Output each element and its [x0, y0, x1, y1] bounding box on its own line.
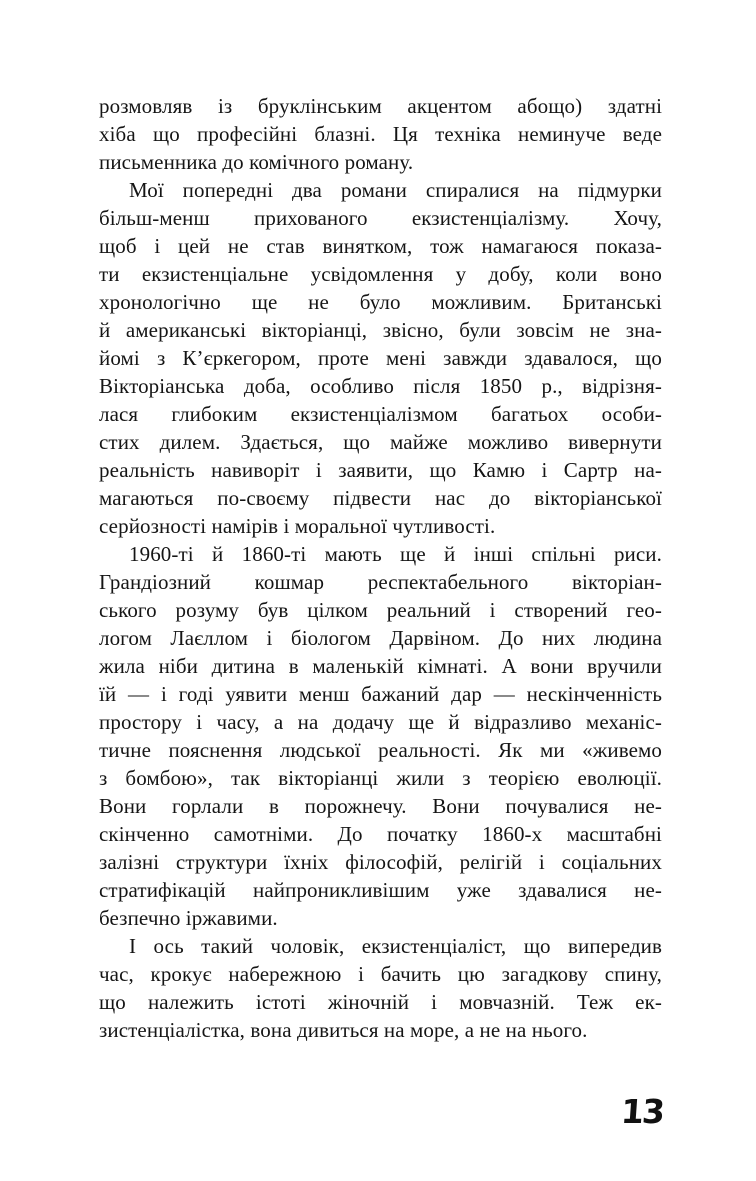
text-line: зистенціалістка, вона дивиться на море, а не на нього. [99, 1018, 588, 1042]
text-line: час, крокує набережною і бачить цю загадкову спину, [99, 962, 662, 986]
text-line: скінченно самотніми. До початку 1860-х масштабні [99, 822, 662, 846]
text-line: письменника до комічного роману. [99, 150, 414, 174]
text-line: простору і часу, а на додачу ще й відразливо механіс- [99, 710, 662, 734]
text-line: І ось такий чоловік, екзистенціаліст, що випередив [129, 934, 662, 958]
text-line: безпечно іржавими. [99, 906, 278, 930]
text-line: залізні структури їхніх філософій, релігій і соціальних [99, 850, 662, 874]
text-line: розмовляв із бруклінським акцентом абощо) здатні [99, 94, 662, 118]
text-line: їй — і годі уявити менш бажаний дар — нескінченність [99, 682, 662, 706]
text-line: Мої попередні два романи спиралися на підмурки [129, 178, 662, 202]
text-line: логом Лаєллом і біологом Дарвіном. До них людина [99, 626, 662, 650]
text-line: Вікторіанська доба, особливо після 1850 р., відрізня- [99, 374, 662, 398]
text-line: з бомбою», так вікторіанці жили з теорією еволюції. [99, 766, 662, 790]
text-line: й американські вікторіанці, звісно, були зовсім не зна- [99, 318, 662, 342]
text-line: тичне пояснення людської реальності. Як ми «живемо [99, 738, 662, 762]
text-line: стих дилем. Здається, що майже можливо вивернути [99, 430, 662, 454]
text-line: що належить істоті жіночній і мовчазній. Теж ек- [99, 990, 662, 1014]
text-line: лася глибоким екзистенціалізмом багатьох особи- [99, 402, 662, 426]
text-line: хронологічно ще не було можливим. Британські [99, 290, 662, 314]
text-line: більш-менш прихованого екзистенціалізму. Хочу, [99, 206, 662, 230]
text-line: жила ніби дитина в маленькій кімнаті. А вони вручили [99, 654, 662, 678]
text-block [99, 92, 662, 1044]
page-number: 13 [619, 1092, 665, 1131]
text-line: ського розуму був цілком реальний і створений гео- [99, 598, 662, 622]
paragraph [99, 932, 662, 1044]
text-line: щоб і цей не став винятком, тож намагаюся показа- [99, 234, 662, 258]
text-line: серйозності намірів і моральної чутливості. [99, 514, 496, 538]
paragraph [99, 176, 662, 540]
paragraph [99, 540, 662, 932]
text-line: 1960-ті й 1860-ті мають ще й інші спільні риси. [129, 542, 662, 566]
text-line: Вони горлали в порожнечу. Вони почувалися не- [99, 794, 662, 818]
text-line: стратифікацій найпроникливішим уже здавалися не- [99, 878, 662, 902]
text-line: Грандіозний кошмар респектабельного вікторіан- [99, 570, 662, 594]
text-line: магаються по-своєму підвести нас до вікторіанської [99, 486, 662, 510]
text-line: йомі з К’єркегором, проте мені завжди здавалося, що [99, 346, 662, 370]
text-line: ти екзистенціальне усвідомлення у добу, коли воно [99, 262, 662, 286]
text-line: хіба що професійні блазні. Ця техніка неминуче веде [99, 122, 662, 146]
text-line: реальність навиворіт і заявити, що Камю і Сартр на- [99, 458, 662, 482]
paragraph [99, 92, 662, 176]
